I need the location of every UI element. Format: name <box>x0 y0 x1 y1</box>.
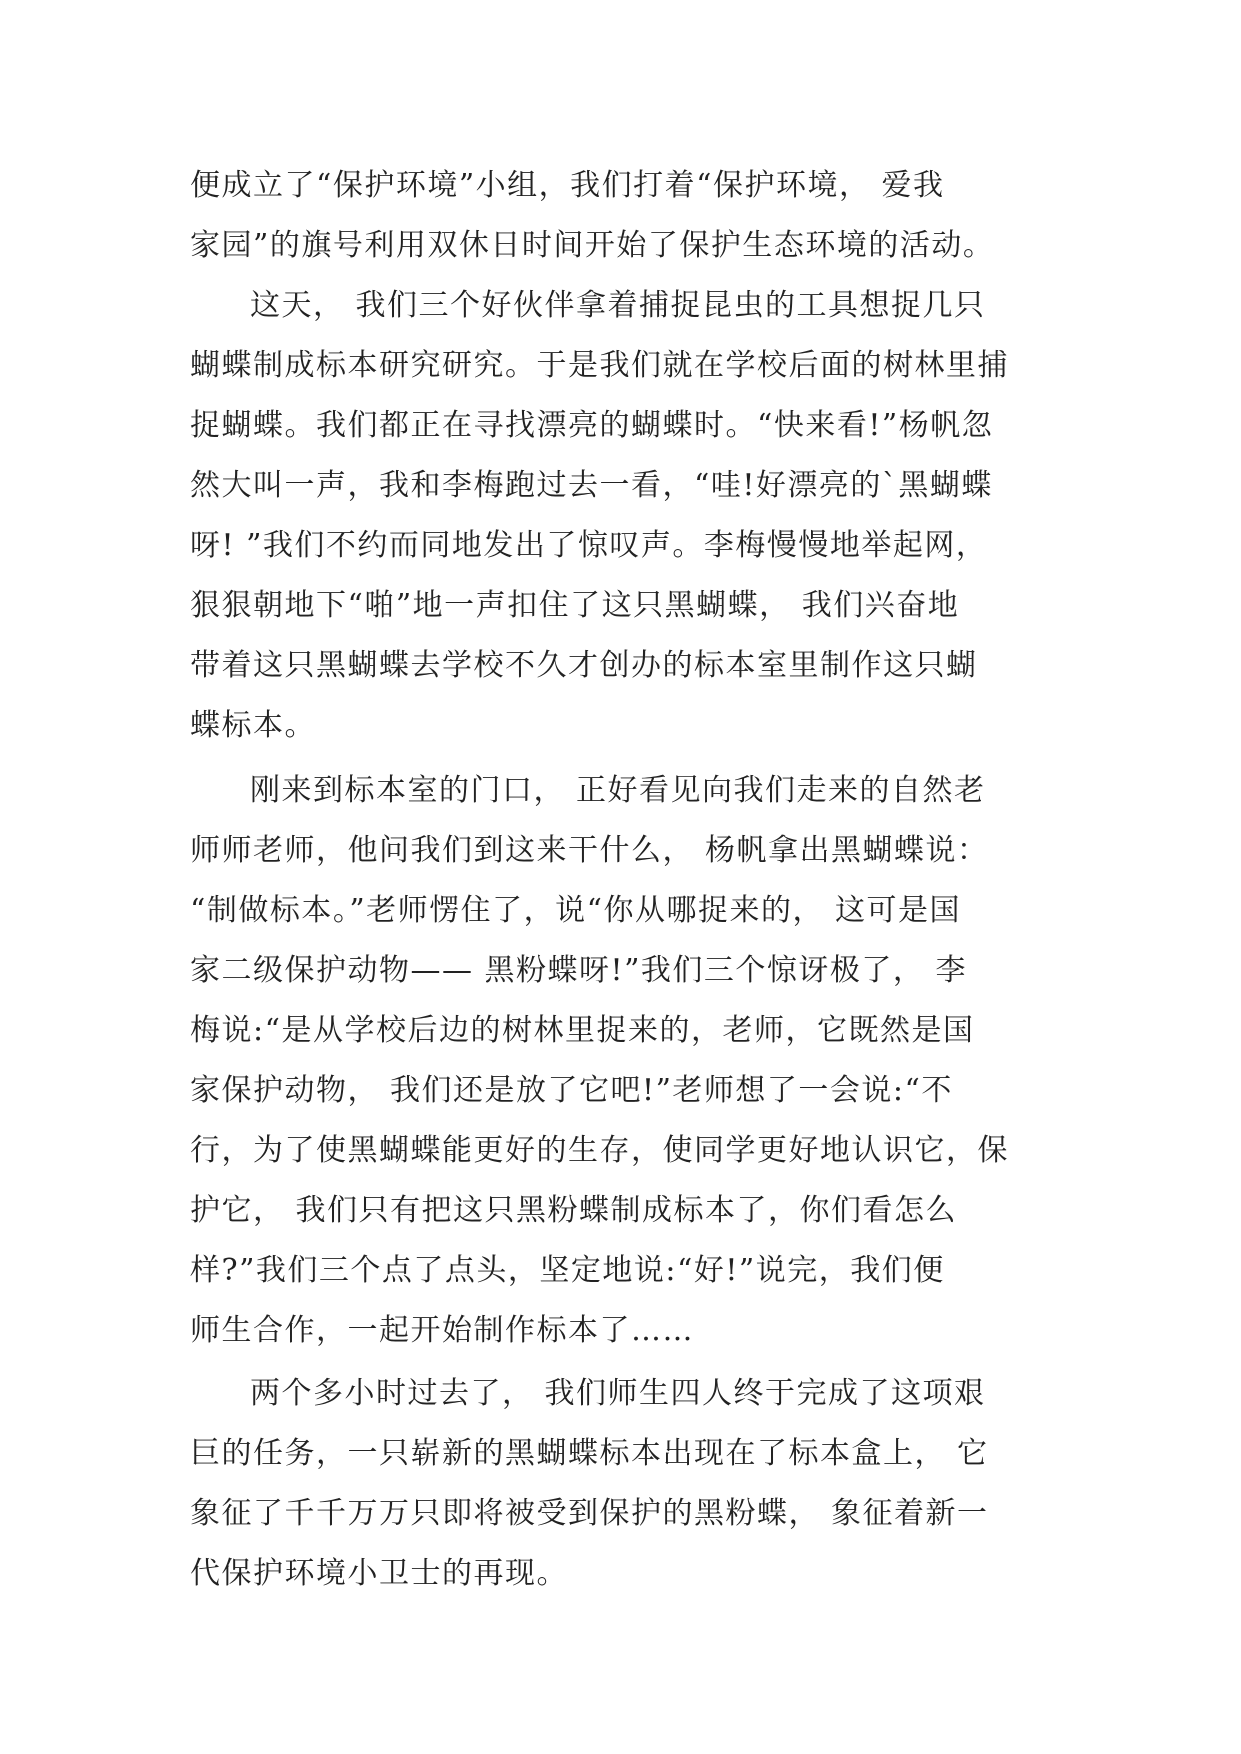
text-line: 蝶标本。 <box>190 708 316 743</box>
paragraph-first-line: 这天， 我们三个好伙伴拿着捕捉昆虫的工具想捉几只 <box>250 288 986 323</box>
text-line: 狠狠朝地下“啪”地一声扣住了这只黑蝴蝶， 我们兴奋地 <box>190 588 960 623</box>
text-line: 家园”的旗号利用双休日时间开始了保护生态环境的活动。 <box>190 228 995 263</box>
text-line: 巨的任务，一只崭新的黑蝴蝶标本出现在了标本盒上， 它 <box>190 1436 989 1471</box>
text-line: 象征了千千万万只即将被受到保护的黑粉蝶， 象征着新一 <box>190 1496 989 1531</box>
text-line: 便成立了“保护环境”小组，我们打着“保护环境， 爱我 <box>190 168 945 203</box>
paragraph-first-line: 两个多小时过去了， 我们师生四人终于完成了这项艰 <box>250 1376 986 1411</box>
text-line: 师师老师，他问我们到这来干什么， 杨帆拿出黑蝴蝶说： <box>190 833 989 868</box>
text-line: 梅说:“是从学校后边的树林里捉来的，老师，它既然是国 <box>190 1013 975 1048</box>
text-line: 护它， 我们只有把这只黑粉蝶制成标本了，你们看怎么 <box>190 1193 958 1228</box>
text-line: 捉蝴蝶。我们都正在寻找漂亮的蝴蝶时。“快来看!”杨帆忽 <box>190 408 994 443</box>
text-line: 呀! ”我们不约而同地发出了惊叹声。李梅慢慢地举起网， <box>190 528 988 563</box>
text-line: 带着这只黑蝴蝶去学校不久才创办的标本室里制作这只蝴 <box>190 648 978 683</box>
text-line: “制做标本。”老师愣住了，说“你从哪捉来的， 这可是国 <box>190 893 962 928</box>
text-line: 蝴蝶制成标本研究研究。于是我们就在学校后面的树林里捕 <box>190 348 1009 383</box>
text-line: 样?”我们三个点了点头，坚定地说:“好!”说完，我们便 <box>190 1253 945 1288</box>
paragraph-first-line: 刚来到标本室的门口， 正好看见向我们走来的自然老 <box>250 773 986 808</box>
text-line: 行，为了使黑蝴蝶能更好的生存，使同学更好地认识它，保 <box>190 1133 1009 1168</box>
text-line: 然大叫一声，我和李梅跑过去一看，“哇!好漂亮的`黑蝴蝶 <box>190 468 993 503</box>
text-line: 代保护环境小卫士的再现。 <box>190 1556 568 1591</box>
text-line: 师生合作，一起开始制作标本了…… <box>190 1313 694 1348</box>
text-line: 家二级保护动物—— 黑粉蝶呀!”我们三个惊讶极了， 李 <box>190 953 967 988</box>
text-line: 家保护动物， 我们还是放了它吧!”老师想了一会说:“不 <box>190 1073 953 1108</box>
